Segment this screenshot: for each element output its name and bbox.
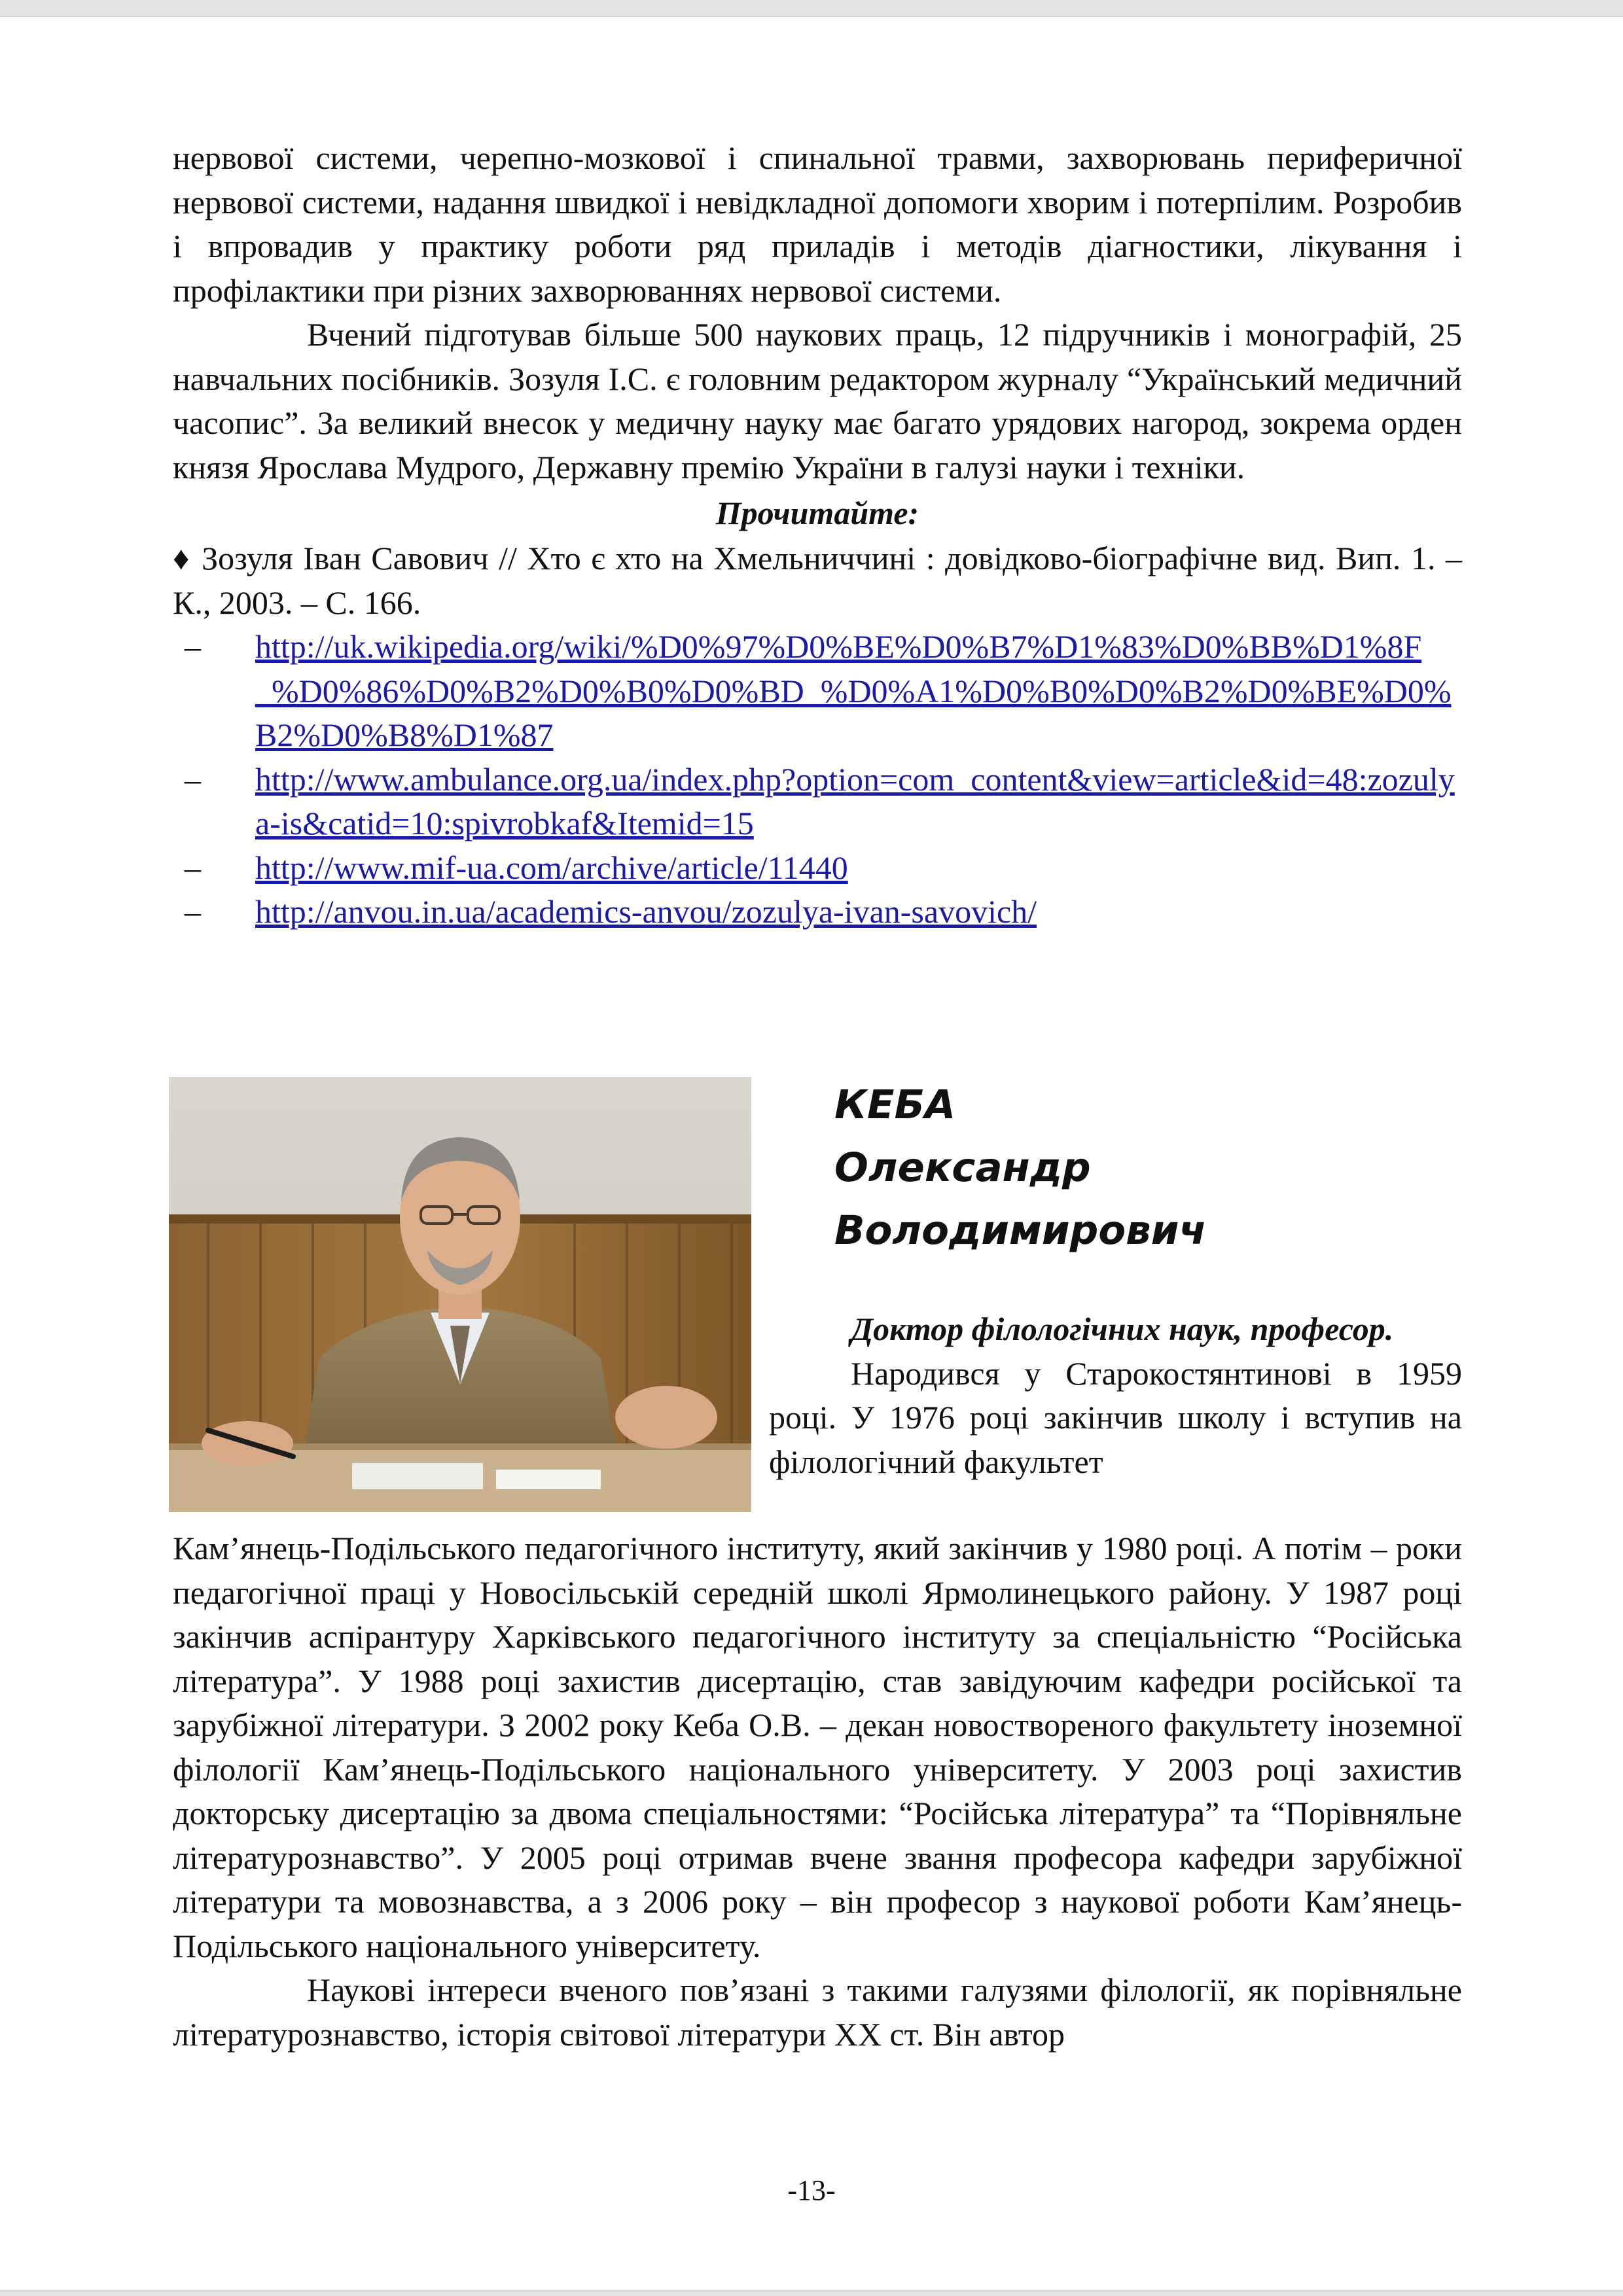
dash-bullet: – (185, 760, 201, 798)
list-item (173, 890, 1462, 934)
link-wikipedia[interactable]: http://uk.wikipedia.org/wiki/%D0%97%D0%BE%D0%B7%D1%83%D0%BB%D1%8F_%D0%86%D0%B2%D0%B0%D0%BD_%D0%A1%D0%B0%D0%B2%D0%BE%D0%B2%D0%B8%D1%87 (255, 628, 1452, 753)
link-anvou[interactable]: http://anvou.in.ua/academics-anvou/zozulya-ivan-savovich/ (255, 893, 1037, 930)
person-patronymic: Володимирович (834, 1207, 1207, 1254)
top-text-block (173, 136, 1462, 934)
side-text-block (769, 1307, 1462, 1484)
link-ambulance[interactable]: http://www.ambulance.org.ua/index.php?option=com_content&view=article&id=48:zozulya-is&catid=10:spivrobkaf&Itemid=15 (255, 760, 1455, 841)
academic-degree: Доктор філологічних наук, професор. (851, 1311, 1394, 1347)
paragraph-interests: Наукові інтереси вченого пов’язані з такими галузями філології, як порівняльне літературознавство, історія світової літератури XX ст. Він автор (173, 1971, 1462, 2053)
paragraph-publications: Вчений підготував більше 500 наукових праць, 12 підручників і монографій, 25 навчальних посібників. Зозуля І.С. є головним редактором журналу “Український медичний часопис”. За великий внесок у медичну науку має багато урядових нагород, зокрема орден князя Ярослава Мудрого, Державну премію України в галузі науки і техніки. (173, 316, 1462, 486)
citation (173, 537, 1462, 625)
person-name-block (834, 1074, 1206, 1262)
biography-text-block (173, 1527, 1462, 2057)
diamond-bullet-icon: ♦ (173, 540, 192, 576)
document-page (0, 16, 1623, 2291)
portrait-photo (169, 1077, 751, 1512)
paragraph-nervous-system: нервової системи, черепно-мозкової і спинальної травми, захворювань периферичної нервової системи, надання швидкої і невідкладної допомоги хворим і потерпілим. Розробив і впровадив у практику роботи ряд приладів і методів діагностики, лікування і профілактики при різних захворюваннях нервової системи. (173, 139, 1462, 309)
link-mif-ua[interactable]: http://www.mif-ua.com/archive/article/11440 (255, 849, 848, 886)
read-heading: Прочитайте: (715, 495, 919, 531)
dash-bullet: – (185, 849, 201, 886)
paragraph-birth: Народився у Старокостянтинові в 1959 році. У 1976 році закінчив школу і вступив на філологічний факультет (769, 1354, 1462, 1480)
dash-bullet: – (185, 893, 201, 930)
list-item (173, 758, 1462, 846)
portrait-image-icon (169, 1077, 751, 1512)
paragraph-career: Кам’янець-Подільського педагогічного інституту, який закінчив у 1980 році. А потім – роки педагогічної праці у Новосільській середній школі Ярмолинецького району. У 1987 році закінчив аспірантуру Харківського педагогічного інституту за спеціальністю “Російська література”. У 1988 році захистив дисертацію, став завідуючим кафедри російської та зарубіжної літератури. З 2002 року Кеба О.В. – декан новоствореного факультету іноземної філології Кам’янець-Подільського національного університету. У 2003 році захистив докторську дисертацію за двома спеціальностями: “Російська література” та “Порівняльне літературознавство”. У 2005 році отримав вчене звання професора кафедри зарубіжної літератури та мовознавства, а з 2006 року – він професор з наукової роботи Кам’янець-Подільського національного університету. (173, 1530, 1462, 1964)
list-item (173, 625, 1462, 758)
person-surname: КЕБА (834, 1082, 956, 1128)
page-number: -13- (787, 2174, 836, 2206)
person-given-name: Олександр (834, 1144, 1091, 1191)
dash-bullet: – (185, 628, 201, 665)
list-item (173, 846, 1462, 891)
reference-links-list (173, 625, 1462, 934)
citation-text: Зозуля Іван Савович // Хто є хто на Хмельниччині : довідково-біографічне вид. Вип. 1. – К., 2003. – С. 166. (173, 540, 1462, 621)
